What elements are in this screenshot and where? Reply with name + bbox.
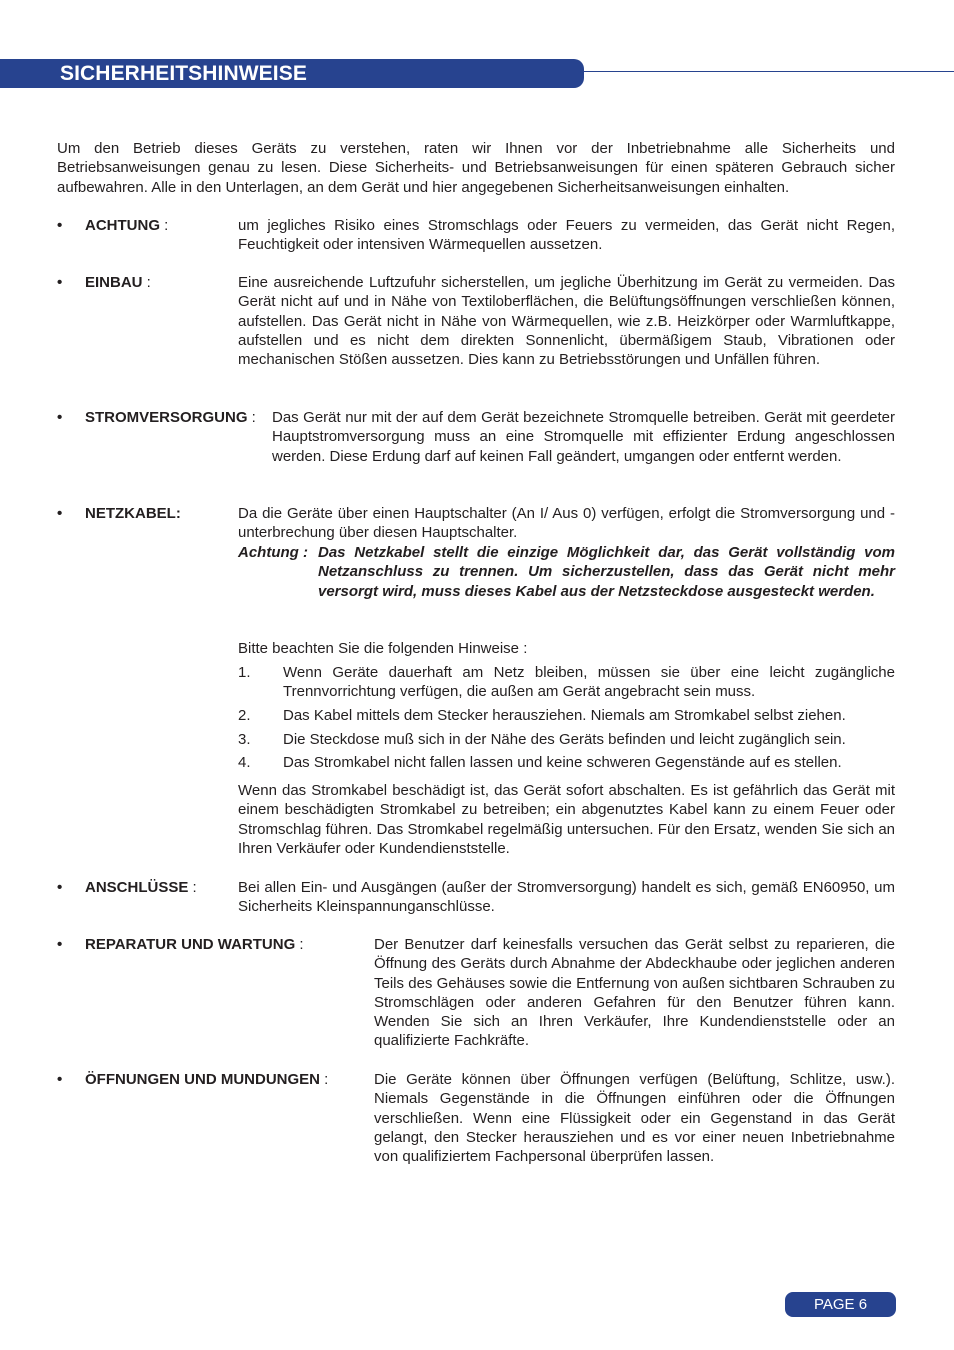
label-anschluesse-sep: : [188, 879, 197, 896]
bullet-oeffnungen: • [57, 1071, 63, 1088]
text-damage: Wenn das Stromkabel beschädigt ist, das Gerät sofort abschalten. Es ist gefährlich das Gerät mit einem beschädigten Stromkabel zu betreiben; ein abgenutztes Kabel kann zu einem Feuer oder Stromschlag führen. Das Stromkabel regelmäßig untersuchen. Für den Ersatz, wenden Sie sich an Ihren Verkäufer oder Kundendienststelle. [238, 782, 895, 857]
label-oeffnungen-text: ÖFFNUNGEN UND MUNDUNGEN [85, 1071, 320, 1088]
intro-paragraph: Um den Betrieb dieses Geräts zu verstehen, raten wir Ihnen vor der Inbetriebnahme alle Sicherheits und Betriebsanweisungen genau zu lesen. Diese Sicherheits- und Betriebsanweisungen für einen späteren Gebrauch sicher aufbewahren. Alle in den Unterlagen, an dem Gerät und hier angegebenen Sicherheitsanweisungen einhalten. [57, 140, 895, 196]
list-item-3: Die Steckdose muß sich in der Nähe des Geräts befinden und leicht zugänglich sein. [283, 731, 846, 748]
warning-text [238, 543, 895, 601]
page-number-badge: PAGE 6 [785, 1292, 896, 1317]
text-strom: Das Gerät nur mit der auf dem Gerät bezeichnete Stromquelle betreiben. Gerät mit geerdeter Hauptstromversorgung muss an eine Stromquelle mit effizienter Erdung angeschlossen werden. Diese Erdung darf auf keinen Fall geändert, umgangen oder entfernt werden. [272, 409, 895, 465]
label-netzkabel [85, 504, 181, 523]
header-rule [584, 71, 954, 72]
label-anschluesse-text: ANSCHLÜSSE [85, 879, 189, 896]
label-strom-text: STROMVERSORGUNG [85, 409, 248, 426]
bullet-anschluesse: • [57, 879, 63, 896]
label-strom [85, 408, 256, 427]
list-number-1: 1. [238, 664, 251, 681]
label-achtung [85, 216, 168, 235]
label-netzkabel-text: NETZKABEL: [85, 505, 181, 522]
bullet-strom: • [57, 409, 63, 426]
list-item-2: Das Kabel mittels dem Stecker herausziehen. Niemals am Stromkabel selbst ziehen. [283, 707, 846, 724]
label-oeffnungen [85, 1070, 328, 1089]
label-einbau-text: EINBAU [85, 274, 143, 291]
text-einbau: Eine ausreichende Luftzufuhr sicherstellen, um jegliche Überhitzung im Gerät zu vermeiden. Das Gerät nicht auf und in Nähe von Textiloberflächen, die Belüftungsöffnungen verschließen können, aufstellen. Das Gerät nicht in Nähe von Wärmequellen, wie z.B. Heizkörper oder Warmluftkappe, aufstellen und es nicht dem direkten Sonnenlicht, übermäßigem Staub, Vibrationen oder mechanischen Stößen aussetzen. Dies kann zu Betriebsstörungen und Unfällen führen. [238, 274, 895, 369]
label-einbau-sep: : [142, 274, 151, 291]
text-oeffnungen: Die Geräte können über Öffnungen verfügen (Belüftung, Schlitze, usw.). Niemals Gegenstände in die Öffnungen einführen oder die Öffnungen verschließen. Wenn eine Flüssigkeit oder ein Gegenstand in das Gerät gelangt, den Stecker herausziehen und es vor einer neuen Inbetriebnahme von qualifiziertem Fachpersonal überprüfen lassen. [374, 1071, 895, 1166]
text-netzkabel: Da die Geräte über einen Hauptschalter (An I/ Aus 0) verfügen, erfolgt die Stromversorgung und -unterbrechung über diesen Hauptschalter. [238, 505, 895, 542]
notes-intro: Bitte beachten Sie die folgenden Hinweise : [238, 640, 528, 657]
warning-text-body: Das Netzkabel stellt die einzige Möglichkeit dar, das Gerät vollständig vom Netzanschluss zu trennen. Um sicherzustellen, dass das Gerät nicht mehr versorgt wird, muss dieses Kabel aus der Netzsteckdose ausgesteckt werden. [318, 544, 895, 600]
list-number-3: 3. [238, 731, 251, 748]
text-reparatur: Der Benutzer darf keinesfalls versuchen das Gerät selbst zu reparieren, die Öffnung des Geräts durch Abnahme der Abdeckhaube oder jeglichen anderen Teils des Gehäuses sowie die Entfernung von außen sichtbaren Schrauben zu Stromschlägen oder anderen Gefahren für den Benutzer führen kann. Wenden Sie sich an Ihren Verkäufer, Ihre Kundendienststelle oder an qualifizierte Fachkräfte. [374, 936, 895, 1050]
label-strom-sep: : [247, 409, 256, 426]
bullet-reparatur: • [57, 936, 63, 953]
list-item-4: Das Stromkabel nicht fallen lassen und keine schweren Gegenstände auf es stellen. [283, 754, 842, 771]
label-anschluesse [85, 878, 197, 897]
bullet-einbau: • [57, 274, 63, 291]
warning-head: Achtung : [238, 544, 308, 561]
text-achtung: um jegliches Risiko eines Stromschlags oder Feuers zu vermeiden, das Gerät nicht Regen, Feuchtigkeit oder intensiven Wärmequellen aussetzen. [238, 217, 895, 254]
label-achtung-sep: : [160, 217, 169, 234]
bullet-netzkabel: • [57, 505, 63, 522]
list-item-1: Wenn Geräte dauerhaft am Netz bleiben, müssen sie über eine leicht zugängliche Trennvorrichtung verfügen, die außen am Gerät angebracht sein muss. [283, 664, 895, 701]
list-number-2: 2. [238, 707, 251, 724]
page-title: SICHERHEITSHINWEISE [60, 62, 307, 85]
label-reparatur [85, 935, 304, 954]
label-reparatur-text: REPARATUR UND WARTUNG [85, 936, 296, 953]
list-number-4: 4. [238, 754, 251, 771]
bullet-achtung: • [57, 217, 63, 234]
label-oeffnungen-sep: : [320, 1071, 329, 1088]
label-reparatur-sep: : [295, 936, 304, 953]
label-achtung-text: ACHTUNG [85, 217, 160, 234]
label-einbau [85, 273, 151, 292]
text-anschluesse: Bei allen Ein- und Ausgängen (außer der Stromversorgung) handelt es sich, gemäß EN60950, um Sicherheits Kleinspannunganschlüsse. [238, 879, 895, 916]
